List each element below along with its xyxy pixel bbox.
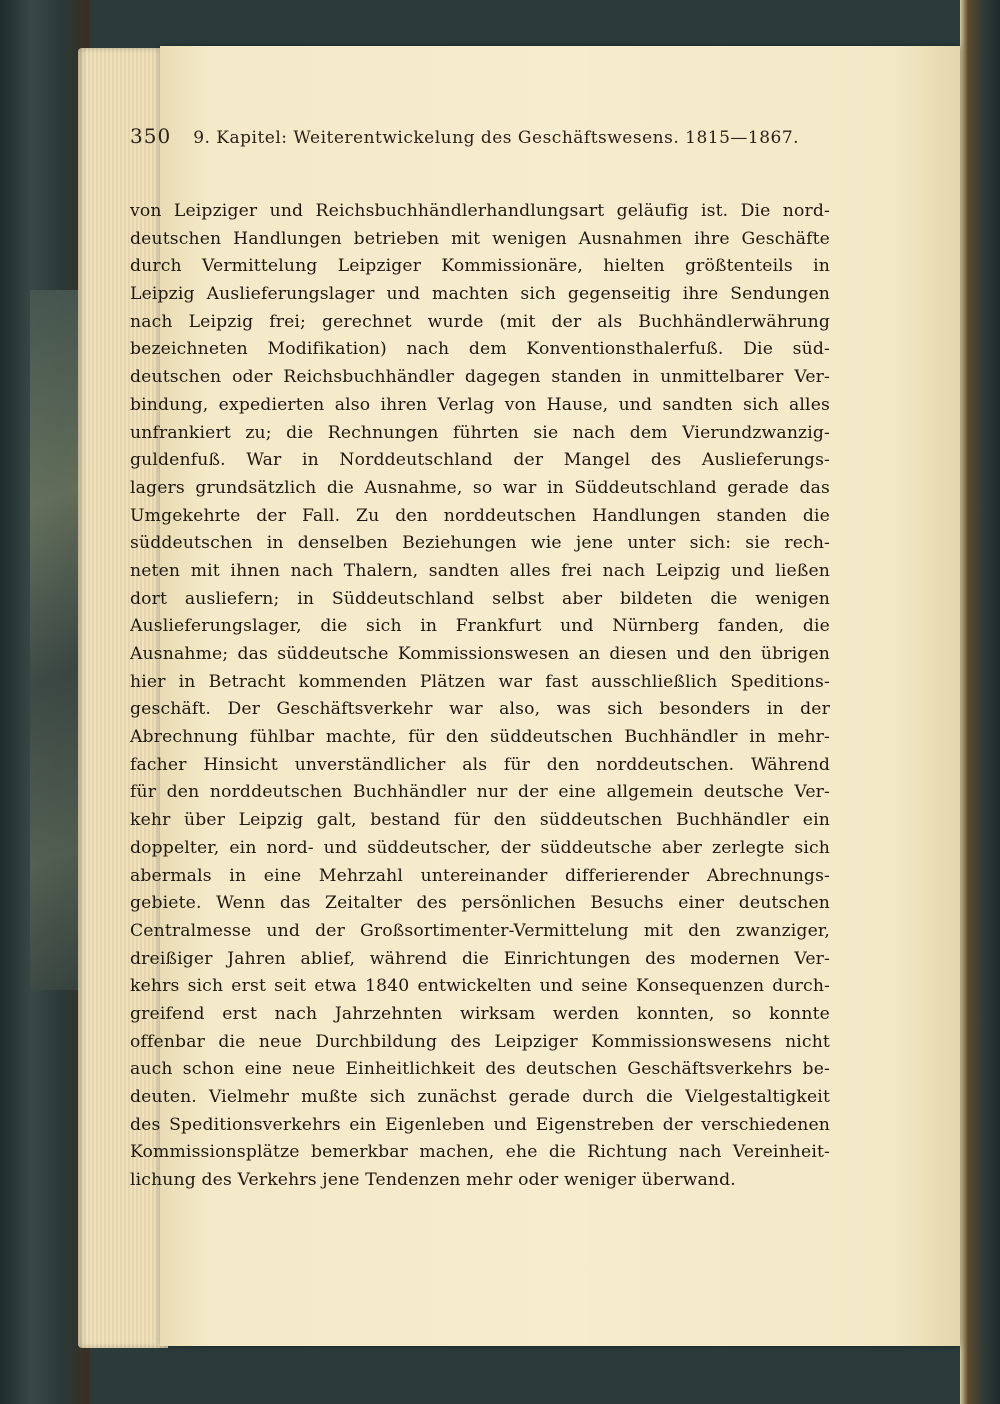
text-line: kehr über Leipzig galt, bestand für den süddeutschen Buchhändler ein (130, 810, 830, 831)
text-line: neten mit ihnen nach Thalern, sandten alles frei nach Leipzig und ließen (130, 560, 830, 581)
text-line: nach Leipzig frei; gerechnet wurde (mit der als Buchhändlerwährung (130, 311, 830, 332)
text-line: süddeutschen in denselben Beziehungen wie jene unter sich: sie rech- (130, 533, 830, 554)
text-line: facher Hinsicht unverständlicher als für den norddeutschen. Während (130, 754, 830, 775)
text-line: abermals in eine Mehrzahl untereinander differierender Abrechnungs- (130, 865, 830, 886)
text-line: von Leipziger und Reichsbuchhändlerhandlungsart geläufig ist. Die nord- (130, 201, 830, 221)
running-title: 9. Kapitel: Weiterentwickelung des Geschäftswesens. 1815—1867. (193, 128, 800, 148)
book-cover-right (960, 0, 1000, 1404)
text-line: Abrechnung fühlbar machte, für den süddeutschen Buchhändler in mehr- (130, 727, 830, 748)
text-line: deutschen Handlungen betrieben mit wenigen Ausnahmen ihre Geschäfte (130, 228, 830, 249)
text-line: bezeichneten Modifikation) nach dem Konventionsthalerfuß. Die süd- (130, 339, 830, 360)
text-line: doppelter, ein nord- und süddeutscher, der süddeutsche aber zerlegte sich (130, 837, 830, 858)
text-line: dort ausliefern; in Süddeutschland selbst aber bildeten die wenigen (130, 588, 830, 609)
text-line: geschäft. Der Geschäftsverkehr war also, was sich besonders in der (130, 699, 830, 720)
text-line: lagers grundsätzlich die Ausnahme, so war in Süddeutschland gerade das (130, 477, 830, 498)
running-head (130, 124, 830, 158)
page-number: 350 (130, 124, 172, 148)
text-line: hier in Betracht kommenden Plätzen war fast ausschließlich Speditions- (130, 671, 830, 692)
text-line: greifend erst nach Jahrzehnten wirksam werden konnten, so konnte (130, 1003, 830, 1024)
text-line: deutschen oder Reichsbuchhändler dagegen standen in unmittelbarer Ver- (130, 367, 830, 388)
body-text (130, 198, 830, 1195)
text-line: deuten. Vielmehr mußte sich zunächst gerade durch die Vielgestaltigkeit (130, 1087, 830, 1107)
text-line: Auslieferungslager, die sich in Frankfurt und Nürnberg fanden, die (130, 616, 830, 637)
text-line: gebiete. Wenn das Zeitalter des persönlichen Besuchs einer deutschen (130, 893, 830, 914)
text-line: Umgekehrte der Fall. Zu den norddeutschen Handlungen standen die (130, 505, 830, 526)
text-line: Centralmesse und der Großsortimenter-Vermittelung mit den zwanziger, (130, 920, 830, 941)
text-line: kehrs sich erst seit etwa 1840 entwickelten und seine Konsequenzen durch- (130, 976, 830, 997)
text-line: guldenfuß. War in Norddeutschland der Mangel des Auslieferungs- (130, 450, 830, 471)
text-line: für den norddeutschen Buchhändler nur der eine allgemein deutsche Ver- (130, 782, 830, 803)
text-line: auch schon eine neue Einheitlichkeit des deutschen Geschäftsverkehrs be- (130, 1059, 830, 1080)
text-line: offenbar die neue Durchbildung des Leipziger Kommissionswesens nicht (130, 1031, 830, 1052)
text-line: Kommissionsplätze bemerkbar machen, ehe die Richtung nach Vereinheit- (130, 1142, 830, 1163)
text-line: unfrankiert zu; die Rechnungen führten sie nach dem Vierundzwanzig- (130, 422, 830, 443)
marbled-cover-patch (30, 290, 85, 990)
text-line: Leipzig Auslieferungslager und machten sich gegenseitig ihre Sendungen (130, 284, 830, 305)
text-line: bindung, expedierten also ihren Verlag von Hause, und sandten sich alles (130, 394, 830, 415)
text-line: dreißiger Jahren ablief, während die Einrichtungen des modernen Ver- (130, 948, 830, 969)
text-line: Ausnahme; das süddeutsche Kommissionswesen an diesen und den übrigen (130, 644, 830, 664)
text-line: des Speditionsverkehrs ein Eigenleben und Eigenstreben der verschiedenen (130, 1114, 830, 1135)
text-line: durch Vermittelung Leipziger Kommissionäre, hielten größtenteils in (130, 256, 830, 277)
text-line: lichung des Verkehrs jene Tendenzen mehr oder weniger überwand. (130, 1170, 736, 1191)
